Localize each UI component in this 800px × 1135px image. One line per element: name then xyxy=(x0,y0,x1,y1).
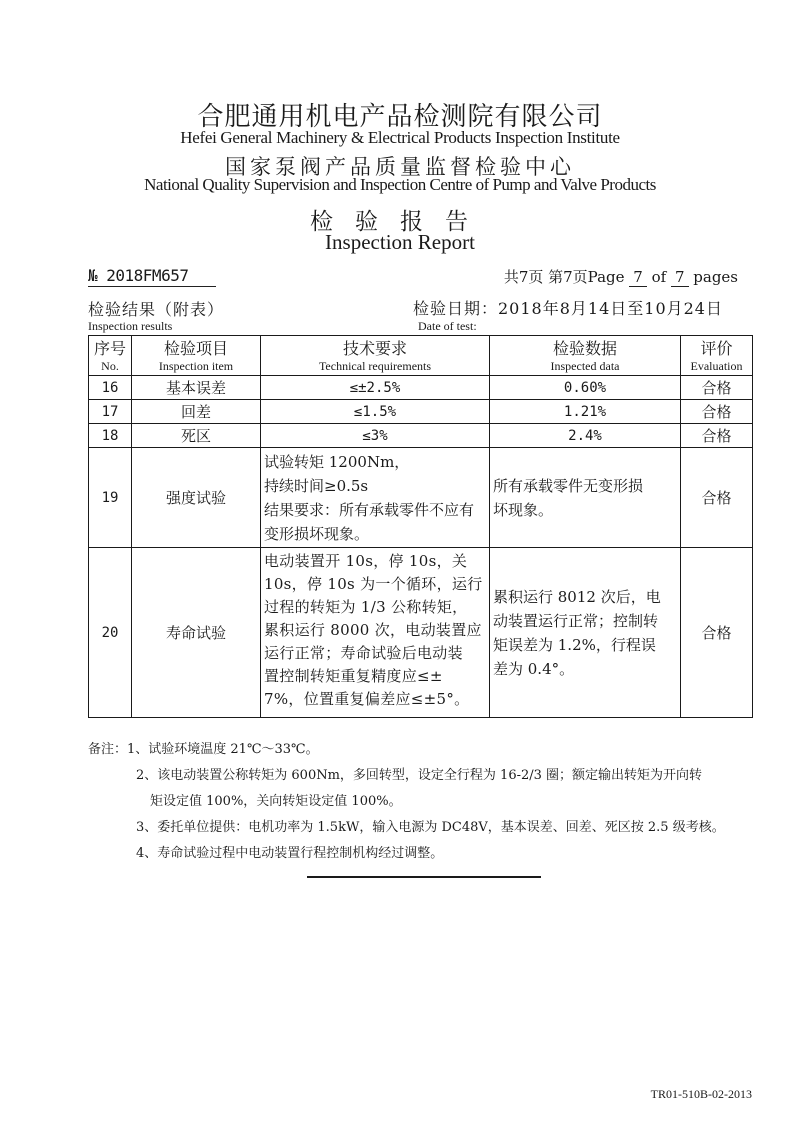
center-name-en: National Quality Supervision and Inspection Centre of Pump and Valve Products xyxy=(144,175,656,194)
data-line: 累积运行 8012 次后，电 xyxy=(493,587,661,606)
cell-data: 1.21% xyxy=(490,400,681,424)
report-title-cn: 检验报告 xyxy=(310,209,490,235)
cell-item: 死区 xyxy=(132,424,261,448)
remarks xyxy=(88,737,758,867)
report-title-en: Inspection Report xyxy=(325,230,475,254)
results-label-cn: 检验结果（附表） xyxy=(88,300,225,319)
org-name-cn: 合肥通用机电产品检测院有限公司 xyxy=(197,102,603,132)
data-line: 所有承载零件无变形损 xyxy=(493,476,644,495)
header-requirements: 技术要求 Technical requirements xyxy=(261,336,490,376)
cell-no: 20 xyxy=(89,548,132,718)
report-number: № 2018FM657 xyxy=(88,266,216,287)
cell-requirement: ≤1.5% xyxy=(261,400,490,424)
data-line: 差为 0.4°。 xyxy=(493,659,575,678)
cell-data xyxy=(490,548,681,718)
requirement-line: 电动装置开 10s，停 10s，关 xyxy=(264,552,468,570)
cell-item: 基本误差 xyxy=(132,376,261,400)
table-header-row xyxy=(89,336,753,376)
results-table xyxy=(88,335,753,718)
requirement-line: 运行正常；寿命试验后电动装 xyxy=(264,644,463,662)
remark-line: 矩设定值 100%，关向转矩设定值 100%。 xyxy=(150,794,402,809)
pages-prefix: 共7页 第7页Page xyxy=(503,268,630,286)
remark-line: 4、寿命试验过程中电动装置行程控制机构经过调整。 xyxy=(136,846,444,861)
data-line: 动装置运行正常；控制转 xyxy=(493,611,659,630)
remark-line: 3、委托单位提供：电机功率为 1.5kW，输入电源为 DC48V，基本误差、回差、死区按 2.5 级考核。 xyxy=(136,820,725,835)
end-divider xyxy=(307,876,541,878)
pages-suffix: pages xyxy=(688,268,738,286)
cell-requirement: ≤3% xyxy=(261,424,490,448)
header-evaluation: 评价 Evaluation xyxy=(681,336,753,376)
results-label-en: Inspection results xyxy=(88,319,173,333)
remark-line: 2、该电动装置公称转矩为 600Nm，多回转型，设定全行程为 16-2/3 圈；额定输出转矩为开向转 xyxy=(136,768,703,783)
cell-requirement: ≤±2.5% xyxy=(261,376,490,400)
requirement-line: 结果要求：所有承载零件不应有 xyxy=(264,500,475,519)
requirement-line: 累积运行 8000 次，电动装置应 xyxy=(264,621,482,639)
requirement-line: 7%，位置重复偏差应≤±5°。 xyxy=(264,690,470,708)
org-name-en: Hefei General Machinery & Electrical Products Inspection Institute xyxy=(180,128,620,147)
header-no: 序号 No. xyxy=(89,336,132,376)
test-date-cn: 检验日期：2018年8月14日至10月24日 xyxy=(413,299,723,318)
cell-evaluation: 合格 xyxy=(681,400,753,424)
table-row xyxy=(89,376,753,400)
cell-no: 18 xyxy=(89,424,132,448)
cell-no: 19 xyxy=(89,448,132,548)
header-item: 检验项目 Inspection item xyxy=(132,336,261,376)
table-row xyxy=(89,424,753,448)
cell-evaluation: 合格 xyxy=(681,424,753,448)
requirement-line: 变形损坏现象。 xyxy=(264,524,370,543)
cell-data: 2.4% xyxy=(490,424,681,448)
cell-requirement xyxy=(261,548,490,718)
cell-no: 17 xyxy=(89,400,132,424)
requirement-line: 持续时间≥0.5s xyxy=(264,476,369,495)
cell-evaluation: 合格 xyxy=(681,548,753,718)
table-row xyxy=(89,548,753,718)
cell-item: 回差 xyxy=(132,400,261,424)
form-code: TR01-510B-02-2013 xyxy=(650,1087,752,1101)
total-pages: 7 xyxy=(671,268,689,287)
header-data: 检验数据 Inspected data xyxy=(490,336,681,376)
data-line: 矩误差为 1.2%，行程误 xyxy=(493,635,656,654)
cell-data xyxy=(490,448,681,548)
table-row xyxy=(89,400,753,424)
page-indicator xyxy=(504,266,738,287)
cell-data: 0.60% xyxy=(490,376,681,400)
pages-of: of xyxy=(646,268,671,286)
remark-line: 备注：1、试验环境温度 21℃～33℃。 xyxy=(88,742,319,757)
current-page: 7 xyxy=(629,268,647,287)
cell-evaluation: 合格 xyxy=(681,376,753,400)
requirement-line: 过程的转矩为 1/3 公称转矩， xyxy=(264,598,468,616)
requirement-line: 置控制转矩重复精度应≤± xyxy=(264,667,443,685)
requirement-line: 试验转矩 1200Nm， xyxy=(264,452,410,471)
center-name-cn: 国家泵阀产品质量监督检验中心 xyxy=(225,155,575,179)
test-date-en: Date of test: xyxy=(418,319,477,333)
cell-item: 寿命试验 xyxy=(132,548,261,718)
cell-no: 16 xyxy=(89,376,132,400)
cell-requirement xyxy=(261,448,490,548)
cell-item: 强度试验 xyxy=(132,448,261,548)
requirement-line: 10s，停 10s 为一个循环，运行 xyxy=(264,575,483,593)
data-line: 坏现象。 xyxy=(493,500,554,519)
table-row xyxy=(89,448,753,548)
cell-evaluation: 合格 xyxy=(681,448,753,548)
